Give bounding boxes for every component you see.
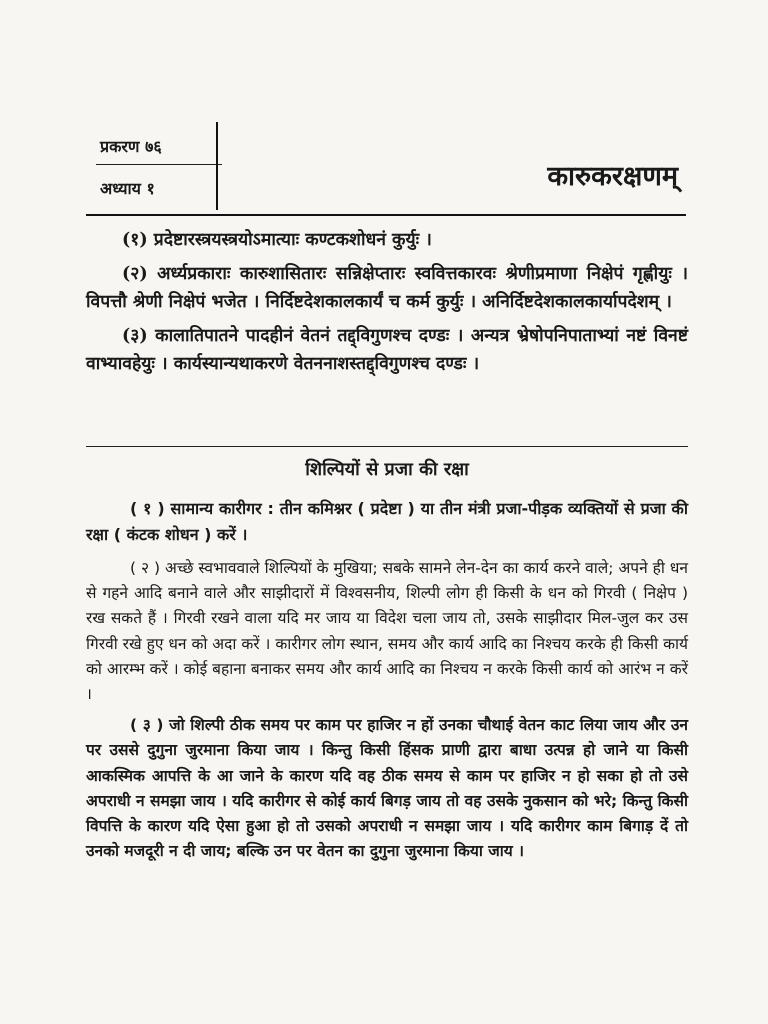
hindi-paragraph-3: ( ३ ) जो शिल्पी ठीक समय पर काम पर हाजिर न हों उनका चौथाई वेतन काट लिया जाय और उन पर उससे दुगुना जुरमाना किया जाय । किन्तु किसी हिंसक प्राणी द्वारा बाधा उत्पन्न हो जाने या किसी आकस्मिक आपत्ति के आ जाने के कारण यदि वह ठीक समय से काम पर हाजिर न हो सका हो तो उसे अपराधी न समझा जाय । यदि कारीगर से कोई कार्य बिगड़ जाय तो वह उसके नुकसान को भरे; किन्तु किसी विपत्ति के कारण यदि ऐसा हुआ हो तो उसको अपराधी न समझा जाय । यदि कारीगर काम बिगाड़ दें तो उनको मजदूरी न दी जाय; बल्कि उन पर वेतन का दुगुना जुरमाना किया जाय । [86, 716, 688, 861]
hindi-paragraph-2: ( २ ) अच्छे स्वभाववाले शिल्पियों के मुखिया; सबके सामने लेन-देन का कार्य करने वाले; अपने ही धन से गहने आदि बनाने वाले और साझीदारों में विश्वसनीय, शिल्पी लोग ही किसी के धन को गिरवी ( निक्षेप ) रख सकते हैं । गिरवी रखने वाला यदि मर जाय या विदेश चला जाय तो, उसके साझीदार मिल-जुल कर उस गिरवी रखे हुए धन को अदा करें । कारीगर लोग स्थान, समय और कार्य आदि का निश्चय करके ही किसी कार्य को आरम्भ करें । कोई बहाना बनाकर समय और कार्य आदि का निश्चय न करके किसी कार्य को आरंभ न करें । [86, 559, 688, 704]
header-vertical-rule [216, 122, 218, 210]
chapter-header [86, 122, 686, 218]
chapter-meta [100, 136, 220, 158]
chapter-title: कारुकरक्षणम् [547, 161, 678, 192]
sanskrit-verse-1: (१) प्रदेष्टारस्त्रयस्त्रयोऽमात्याः कण्टकशोधनं कुर्युः । [122, 230, 432, 250]
sanskrit-verse-2: (२) अर्ध्यप्रकाराः कारुशासितारः सन्निक्षेप्तारः स्ववित्तकारवः श्रेणीप्रमाणा निक्षेपं गृह्णीयुः । विपत्तौ श्रेणी निक्षेपं भजेत । निर्दिष्टदेशकालकार्यं च कर्म कुर्युः । अनिर्दिष्टदेशकालकार्यापदेशम् । [86, 264, 688, 312]
adhyay-label: अध्याय १ [100, 179, 155, 198]
prakaran-label: प्रकरण ७६ [100, 137, 162, 156]
hindi-translation [86, 496, 688, 864]
hindi-paragraph-1: ( १ ) सामान्य कारीगर : तीन कमिश्नर ( प्रदेष्टा ) या तीन मंत्री प्रजा-पीड़क व्यक्तियों से प्रजा की रक्षा ( कंटक शोधन ) करें । [86, 499, 688, 544]
meta-divider [96, 164, 222, 165]
section-title: शिल्पियों से प्रजा की रक्षा [305, 459, 469, 480]
header-rule [86, 214, 686, 216]
section-rule [86, 446, 688, 447]
sanskrit-verse-3: (३) कालातिपातने पादहीनं वेतनं तद्द्विगुणश्च दण्डः । अन्यत्र भ्रेषोपनिपाताभ्यां नष्टं विनष्टं वाभ्यावहेयुः । कार्यस्यान्यथाकरणे वेतननाशस्तद्द्विगुणश्च दण्डः । [86, 326, 688, 374]
sanskrit-text [86, 226, 688, 378]
